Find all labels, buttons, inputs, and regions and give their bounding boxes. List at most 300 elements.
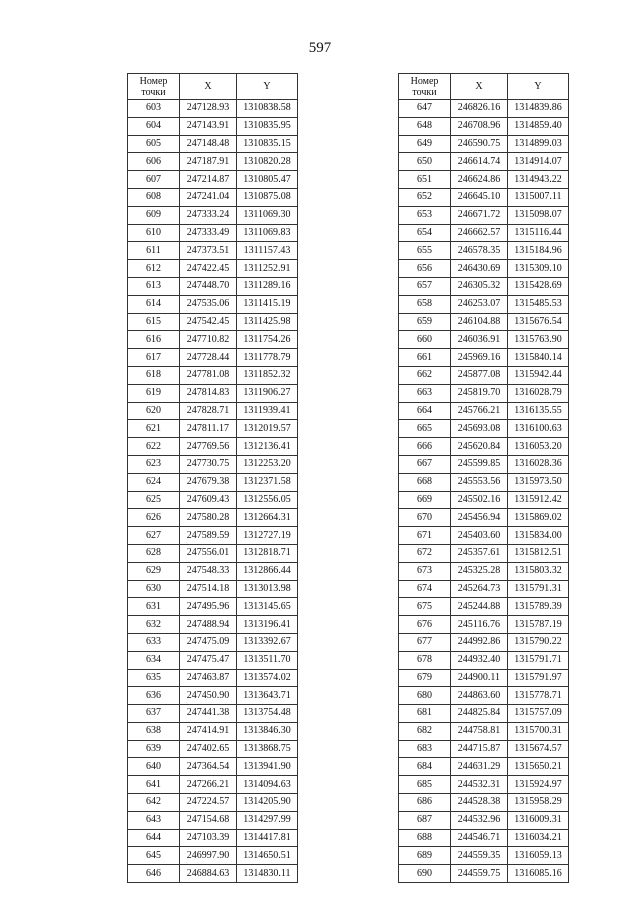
x-cell: 247609.43	[180, 491, 237, 509]
table-row	[128, 349, 298, 367]
x-cell: 247103.39	[180, 829, 237, 847]
table-row	[128, 366, 298, 384]
table-row	[399, 687, 569, 705]
y-cell: 1314899.03	[508, 135, 569, 153]
y-cell: 1315973.50	[508, 473, 569, 491]
x-cell: 245819.70	[451, 384, 508, 402]
table-row	[399, 794, 569, 812]
table-row	[128, 331, 298, 349]
table-row	[399, 580, 569, 598]
table-row	[128, 402, 298, 420]
x-cell: 247148.48	[180, 135, 237, 153]
x-cell: 246624.86	[451, 171, 508, 189]
point-number-cell: 624	[128, 473, 180, 491]
x-cell: 245325.28	[451, 562, 508, 580]
point-number-cell: 689	[399, 847, 451, 865]
table-row	[399, 331, 569, 349]
x-cell: 244715.87	[451, 740, 508, 758]
y-cell: 1314297.99	[237, 811, 298, 829]
table-row	[128, 562, 298, 580]
y-cell: 1315789.39	[508, 598, 569, 616]
x-cell: 246104.88	[451, 313, 508, 331]
point-number-cell: 683	[399, 740, 451, 758]
coordinates-table-left	[127, 73, 298, 883]
y-cell: 1315924.97	[508, 776, 569, 794]
x-cell: 244900.11	[451, 669, 508, 687]
y-cell: 1315098.07	[508, 206, 569, 224]
header-point-number: Номер точки	[399, 74, 451, 100]
x-cell: 247542.45	[180, 313, 237, 331]
point-number-cell: 635	[128, 669, 180, 687]
y-cell: 1313145.65	[237, 598, 298, 616]
point-number-cell: 619	[128, 384, 180, 402]
point-number-cell: 644	[128, 829, 180, 847]
y-cell: 1315184.96	[508, 242, 569, 260]
y-cell: 1316028.36	[508, 455, 569, 473]
table-row	[128, 135, 298, 153]
point-number-cell: 613	[128, 277, 180, 295]
y-cell: 1314417.81	[237, 829, 298, 847]
x-cell: 246253.07	[451, 295, 508, 313]
table-row	[399, 100, 569, 118]
point-number-cell: 659	[399, 313, 451, 331]
y-cell: 1312136.41	[237, 438, 298, 456]
table-row	[399, 544, 569, 562]
table-row	[399, 651, 569, 669]
point-number-cell: 673	[399, 562, 451, 580]
x-cell: 246590.75	[451, 135, 508, 153]
y-cell: 1314859.40	[508, 117, 569, 135]
point-number-cell: 656	[399, 260, 451, 278]
table-row	[128, 117, 298, 135]
x-cell: 247828.71	[180, 402, 237, 420]
x-cell: 247450.90	[180, 687, 237, 705]
table-row	[399, 633, 569, 651]
table-row	[128, 100, 298, 118]
point-number-cell: 621	[128, 420, 180, 438]
table-row	[128, 544, 298, 562]
y-cell: 1315942.44	[508, 366, 569, 384]
point-number-cell: 675	[399, 598, 451, 616]
table-row	[128, 794, 298, 812]
y-cell: 1315676.54	[508, 313, 569, 331]
point-number-cell: 643	[128, 811, 180, 829]
point-number-cell: 638	[128, 722, 180, 740]
y-cell: 1311157.43	[237, 242, 298, 260]
point-number-cell: 636	[128, 687, 180, 705]
table-row	[128, 740, 298, 758]
x-cell: 247448.70	[180, 277, 237, 295]
point-number-cell: 650	[399, 153, 451, 171]
x-cell: 247414.91	[180, 722, 237, 740]
y-cell: 1315007.11	[508, 188, 569, 206]
y-cell: 1311754.26	[237, 331, 298, 349]
table-row	[399, 722, 569, 740]
x-cell: 245969.16	[451, 349, 508, 367]
y-cell: 1311939.41	[237, 402, 298, 420]
table-row	[399, 260, 569, 278]
table-row	[128, 633, 298, 651]
x-cell: 244631.29	[451, 758, 508, 776]
table-row	[399, 295, 569, 313]
point-number-cell: 609	[128, 206, 180, 224]
table-row	[399, 509, 569, 527]
table-row	[128, 491, 298, 509]
table-row	[128, 669, 298, 687]
point-number-cell: 646	[128, 865, 180, 883]
point-number-cell: 688	[399, 829, 451, 847]
point-number-cell: 616	[128, 331, 180, 349]
header-y: Y	[237, 74, 298, 100]
y-cell: 1311778.79	[237, 349, 298, 367]
x-cell: 247580.28	[180, 509, 237, 527]
y-cell: 1315309.10	[508, 260, 569, 278]
y-cell: 1315834.00	[508, 527, 569, 545]
x-cell: 246884.63	[180, 865, 237, 883]
x-cell: 246578.35	[451, 242, 508, 260]
table-row	[399, 616, 569, 634]
point-number-cell: 680	[399, 687, 451, 705]
point-number-cell: 614	[128, 295, 180, 313]
table-row	[128, 313, 298, 331]
point-number-cell: 629	[128, 562, 180, 580]
x-cell: 245693.08	[451, 420, 508, 438]
table-row	[399, 740, 569, 758]
table-row	[128, 580, 298, 598]
x-cell: 246614.74	[451, 153, 508, 171]
x-cell: 244825.84	[451, 705, 508, 723]
table-row	[128, 295, 298, 313]
x-cell: 247441.38	[180, 705, 237, 723]
point-number-cell: 674	[399, 580, 451, 598]
table-row	[399, 669, 569, 687]
table-row	[128, 527, 298, 545]
point-number-cell: 631	[128, 598, 180, 616]
table-row	[128, 206, 298, 224]
point-number-cell: 654	[399, 224, 451, 242]
y-cell: 1312556.05	[237, 491, 298, 509]
y-cell: 1311415.19	[237, 295, 298, 313]
x-cell: 245766.21	[451, 402, 508, 420]
point-number-cell: 667	[399, 455, 451, 473]
y-cell: 1315803.32	[508, 562, 569, 580]
point-number-cell: 671	[399, 527, 451, 545]
point-number-cell: 660	[399, 331, 451, 349]
point-number-cell: 679	[399, 669, 451, 687]
x-cell: 245116.76	[451, 616, 508, 634]
x-cell: 247373.51	[180, 242, 237, 260]
x-cell: 247535.06	[180, 295, 237, 313]
point-number-cell: 686	[399, 794, 451, 812]
y-cell: 1314094.63	[237, 776, 298, 794]
x-cell: 246036.91	[451, 331, 508, 349]
table-row	[399, 811, 569, 829]
table-row	[128, 651, 298, 669]
x-cell: 247214.87	[180, 171, 237, 189]
table-row	[399, 758, 569, 776]
x-cell: 245403.60	[451, 527, 508, 545]
y-cell: 1311069.30	[237, 206, 298, 224]
point-number-cell: 632	[128, 616, 180, 634]
y-cell: 1315840.14	[508, 349, 569, 367]
point-number-cell: 685	[399, 776, 451, 794]
y-cell: 1316034.21	[508, 829, 569, 847]
y-cell: 1310875.08	[237, 188, 298, 206]
x-cell: 247402.65	[180, 740, 237, 758]
point-number-cell: 630	[128, 580, 180, 598]
y-cell: 1312818.71	[237, 544, 298, 562]
point-number-cell: 665	[399, 420, 451, 438]
x-cell: 247333.49	[180, 224, 237, 242]
table-row	[399, 366, 569, 384]
y-cell: 1314830.11	[237, 865, 298, 883]
table-row	[128, 473, 298, 491]
y-cell: 1312727.19	[237, 527, 298, 545]
table-row	[128, 811, 298, 829]
y-cell: 1315812.51	[508, 544, 569, 562]
table-header-row	[399, 74, 569, 100]
table-row	[128, 705, 298, 723]
table-row	[399, 117, 569, 135]
table-row	[128, 260, 298, 278]
table-row	[399, 384, 569, 402]
table-row	[128, 188, 298, 206]
x-cell: 247730.75	[180, 455, 237, 473]
y-cell: 1315791.31	[508, 580, 569, 598]
point-number-cell: 633	[128, 633, 180, 651]
x-cell: 247548.33	[180, 562, 237, 580]
point-number-cell: 684	[399, 758, 451, 776]
point-number-cell: 662	[399, 366, 451, 384]
point-number-cell: 640	[128, 758, 180, 776]
x-cell: 245599.85	[451, 455, 508, 473]
y-cell: 1313754.48	[237, 705, 298, 723]
y-cell: 1315791.71	[508, 651, 569, 669]
y-cell: 1312253.20	[237, 455, 298, 473]
point-number-cell: 690	[399, 865, 451, 883]
x-cell: 246826.16	[451, 100, 508, 118]
x-cell: 247422.45	[180, 260, 237, 278]
x-cell: 245357.61	[451, 544, 508, 562]
coordinates-table-right	[398, 73, 569, 883]
y-cell: 1313574.02	[237, 669, 298, 687]
table-row	[128, 758, 298, 776]
point-number-cell: 620	[128, 402, 180, 420]
point-number-cell: 681	[399, 705, 451, 723]
x-cell: 245620.84	[451, 438, 508, 456]
x-cell: 247224.57	[180, 794, 237, 812]
x-cell: 247364.54	[180, 758, 237, 776]
point-number-cell: 655	[399, 242, 451, 260]
header-x: X	[180, 74, 237, 100]
table-row	[399, 776, 569, 794]
point-number-cell: 622	[128, 438, 180, 456]
y-cell: 1310835.95	[237, 117, 298, 135]
y-cell: 1315778.71	[508, 687, 569, 705]
y-cell: 1310838.58	[237, 100, 298, 118]
point-number-cell: 658	[399, 295, 451, 313]
x-cell: 247143.91	[180, 117, 237, 135]
table-row	[128, 171, 298, 189]
x-cell: 244992.86	[451, 633, 508, 651]
y-cell: 1310835.15	[237, 135, 298, 153]
y-cell: 1310805.47	[237, 171, 298, 189]
table-row	[399, 224, 569, 242]
y-cell: 1315485.53	[508, 295, 569, 313]
point-number-cell: 652	[399, 188, 451, 206]
x-cell: 247556.01	[180, 544, 237, 562]
point-number-cell: 608	[128, 188, 180, 206]
point-number-cell: 669	[399, 491, 451, 509]
point-number-cell: 653	[399, 206, 451, 224]
table-row	[399, 277, 569, 295]
y-cell: 1311289.16	[237, 277, 298, 295]
table-row	[128, 224, 298, 242]
x-cell: 244532.31	[451, 776, 508, 794]
y-cell: 1311252.91	[237, 260, 298, 278]
y-cell: 1311425.98	[237, 313, 298, 331]
table-row	[399, 349, 569, 367]
y-cell: 1312019.57	[237, 420, 298, 438]
point-number-cell: 611	[128, 242, 180, 260]
y-cell: 1316028.79	[508, 384, 569, 402]
y-cell: 1313643.71	[237, 687, 298, 705]
point-number-cell: 657	[399, 277, 451, 295]
point-number-cell: 668	[399, 473, 451, 491]
point-number-cell: 623	[128, 455, 180, 473]
point-number-cell: 670	[399, 509, 451, 527]
x-cell: 247128.93	[180, 100, 237, 118]
table-row	[399, 705, 569, 723]
table-row	[399, 847, 569, 865]
point-number-cell: 666	[399, 438, 451, 456]
table-row	[128, 509, 298, 527]
y-cell: 1313941.90	[237, 758, 298, 776]
y-cell: 1315674.57	[508, 740, 569, 758]
point-number-cell: 664	[399, 402, 451, 420]
x-cell: 247241.04	[180, 188, 237, 206]
y-cell: 1316135.55	[508, 402, 569, 420]
x-cell: 244559.75	[451, 865, 508, 883]
y-cell: 1315757.09	[508, 705, 569, 723]
table-row	[399, 455, 569, 473]
point-number-cell: 677	[399, 633, 451, 651]
point-number-cell: 639	[128, 740, 180, 758]
table-row	[399, 242, 569, 260]
table-row	[399, 473, 569, 491]
x-cell: 244758.81	[451, 722, 508, 740]
point-number-cell: 625	[128, 491, 180, 509]
point-number-cell: 647	[399, 100, 451, 118]
point-number-cell: 648	[399, 117, 451, 135]
point-number-cell: 634	[128, 651, 180, 669]
x-cell: 247463.87	[180, 669, 237, 687]
point-number-cell: 626	[128, 509, 180, 527]
x-cell: 246708.96	[451, 117, 508, 135]
point-number-cell: 641	[128, 776, 180, 794]
point-number-cell: 610	[128, 224, 180, 242]
table-row	[128, 438, 298, 456]
table-row	[128, 598, 298, 616]
point-number-cell: 607	[128, 171, 180, 189]
x-cell: 246671.72	[451, 206, 508, 224]
table-row	[128, 829, 298, 847]
y-cell: 1315791.97	[508, 669, 569, 687]
x-cell: 247488.94	[180, 616, 237, 634]
point-number-cell: 687	[399, 811, 451, 829]
y-cell: 1315700.31	[508, 722, 569, 740]
table-row	[399, 865, 569, 883]
y-cell: 1313868.75	[237, 740, 298, 758]
y-cell: 1312664.31	[237, 509, 298, 527]
table-row	[128, 277, 298, 295]
point-number-cell: 676	[399, 616, 451, 634]
y-cell: 1314943.22	[508, 171, 569, 189]
point-number-cell: 612	[128, 260, 180, 278]
x-cell: 247811.17	[180, 420, 237, 438]
point-number-cell: 672	[399, 544, 451, 562]
y-cell: 1314839.86	[508, 100, 569, 118]
table-row	[399, 206, 569, 224]
x-cell: 245264.73	[451, 580, 508, 598]
x-cell: 245877.08	[451, 366, 508, 384]
y-cell: 1312371.58	[237, 473, 298, 491]
y-cell: 1315869.02	[508, 509, 569, 527]
y-cell: 1315912.42	[508, 491, 569, 509]
table-row	[128, 616, 298, 634]
table-row	[128, 420, 298, 438]
table-row	[399, 313, 569, 331]
x-cell: 247187.91	[180, 153, 237, 171]
y-cell: 1315428.69	[508, 277, 569, 295]
x-cell: 244932.40	[451, 651, 508, 669]
x-cell: 247475.09	[180, 633, 237, 651]
x-cell: 245553.56	[451, 473, 508, 491]
x-cell: 247781.08	[180, 366, 237, 384]
point-number-cell: 642	[128, 794, 180, 812]
y-cell: 1314650.51	[237, 847, 298, 865]
x-cell: 244559.35	[451, 847, 508, 865]
point-number-cell: 628	[128, 544, 180, 562]
point-number-cell: 617	[128, 349, 180, 367]
x-cell: 246662.57	[451, 224, 508, 242]
y-cell: 1311852.32	[237, 366, 298, 384]
point-number-cell: 678	[399, 651, 451, 669]
table-row	[399, 153, 569, 171]
point-number-cell: 651	[399, 171, 451, 189]
point-number-cell: 615	[128, 313, 180, 331]
x-cell: 246305.32	[451, 277, 508, 295]
y-cell: 1311906.27	[237, 384, 298, 402]
table-row	[399, 438, 569, 456]
y-cell: 1313511.70	[237, 651, 298, 669]
x-cell: 247589.59	[180, 527, 237, 545]
x-cell: 244863.60	[451, 687, 508, 705]
y-cell: 1314205.90	[237, 794, 298, 812]
header-point-number: Номер точки	[128, 74, 180, 100]
x-cell: 245244.88	[451, 598, 508, 616]
x-cell: 247514.18	[180, 580, 237, 598]
y-cell: 1315958.29	[508, 794, 569, 812]
table-row	[399, 527, 569, 545]
table-row	[128, 687, 298, 705]
point-number-cell: 663	[399, 384, 451, 402]
table-row	[128, 384, 298, 402]
point-number-cell: 606	[128, 153, 180, 171]
table-row	[399, 171, 569, 189]
point-number-cell: 603	[128, 100, 180, 118]
table-row	[399, 135, 569, 153]
